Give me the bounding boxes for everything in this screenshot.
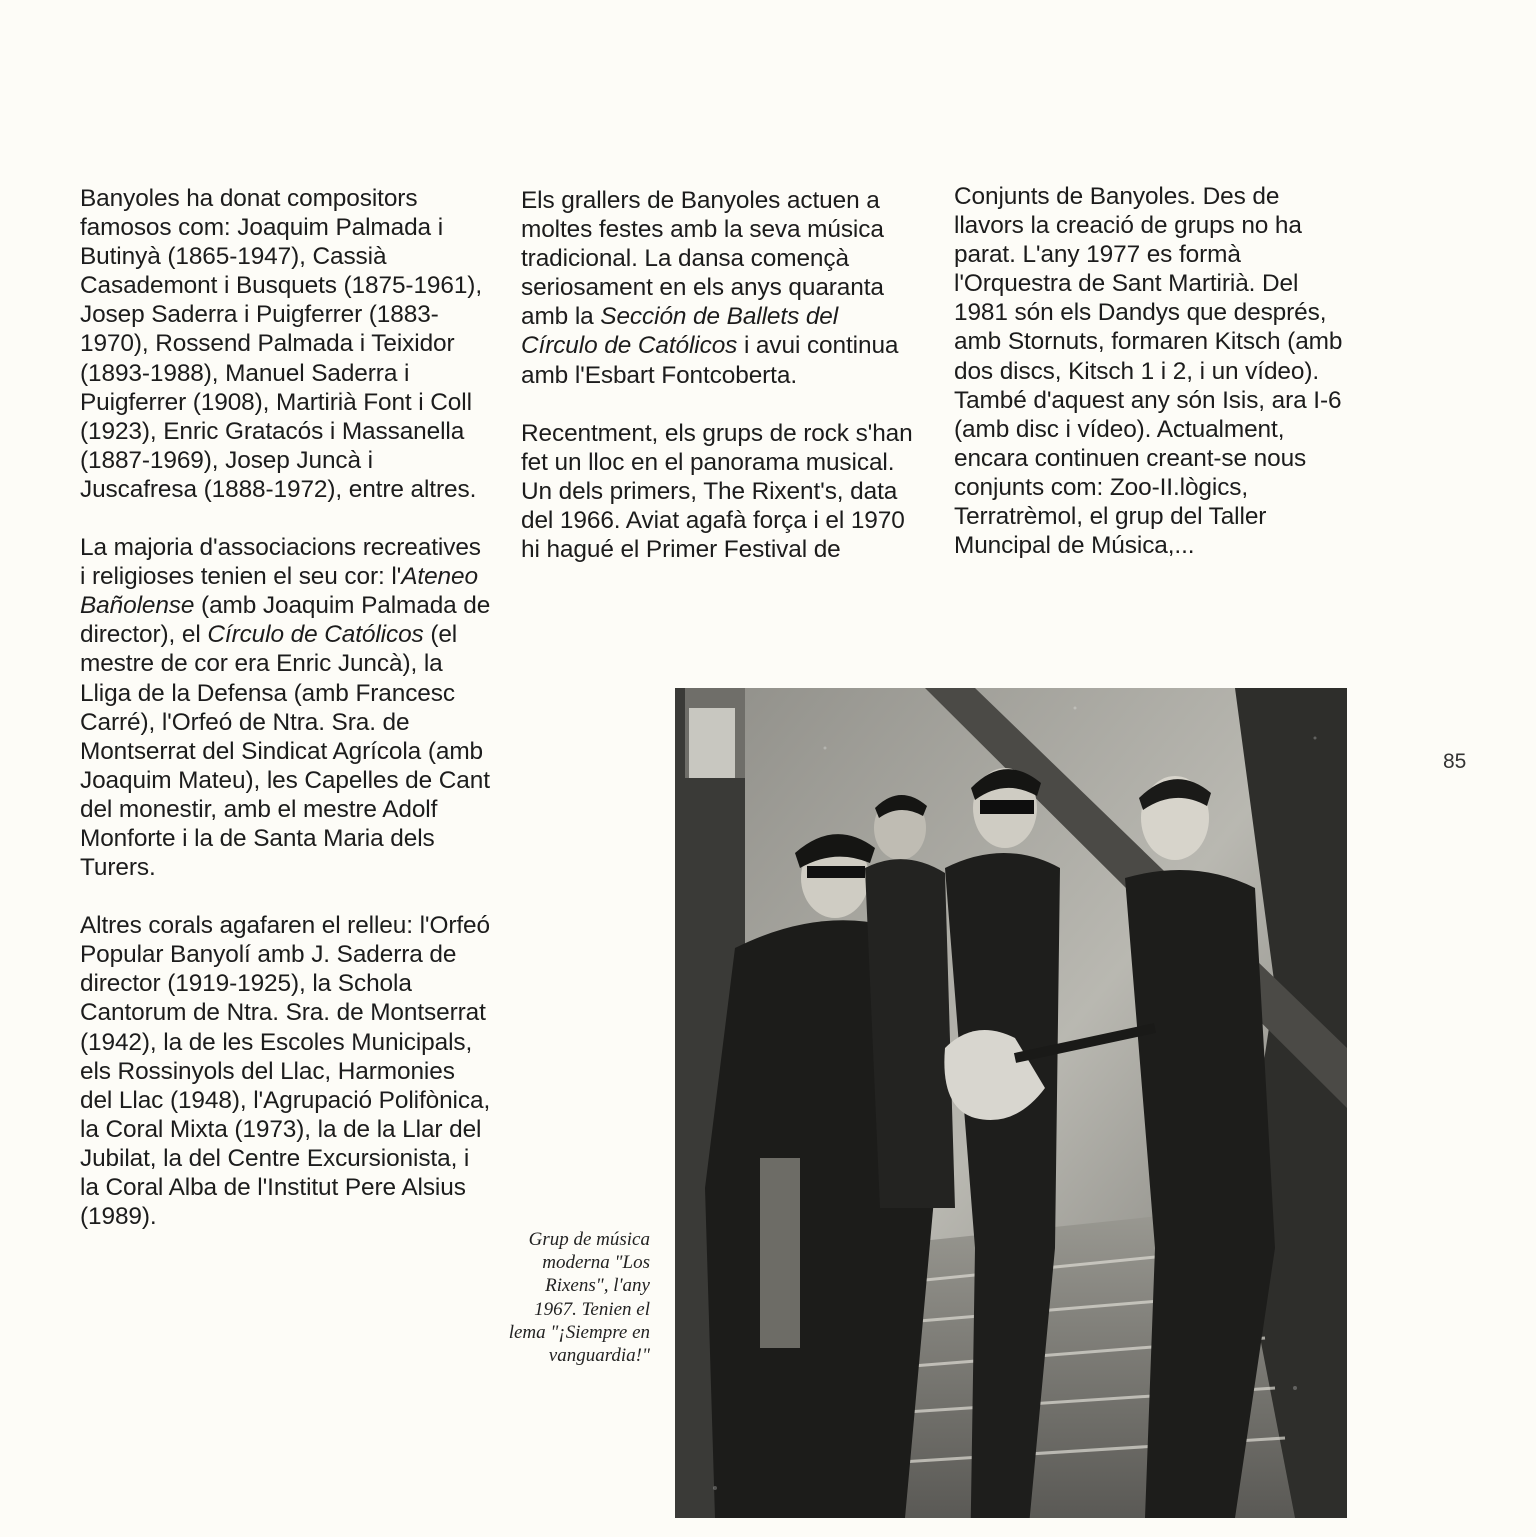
text-column-3 <box>954 182 1354 560</box>
paragraph-composers: Banyoles ha donat compositors famosos com: Joaquim Palmada i Butinyà (1865-1947), Cassià Casademont i Busquets (1875-1961), Josep Saderra i Puigferrer (1883-1970), Rossend Palmada i Teixidor (1893-1988), Manuel Saderra i Puigferrer (1908), Martirià Font i Coll (1923), Enric Gratacós i Massanella (1887-1969), Josep Juncà i Juscafresa (1888-1972), entre altres. <box>80 185 482 503</box>
paragraph-choirs <box>80 533 492 882</box>
text-run: i avui continua amb l'Esbart Fontcoberta. <box>521 332 899 389</box>
text-column-1 <box>80 184 492 1231</box>
photo-caption: Grup de música moderna "Los Rixens", l'any 1967. Tenien el lema "¡Siempre en vanguardia!" <box>508 1229 650 1367</box>
paragraph-dance <box>521 186 921 390</box>
text-run: (el mestre de cor era Enric Juncà), la Lliga de la Defensa (amb Francesc Carré), l'Orfeó de Ntra. Sra. de Montserrat del Sindicat Agrícola (amb Joaquim Mateu), les Capelles de Cant del monestir, amb el mestre Adolf Monforte i la de Santa Maria dels Turers. <box>80 621 490 882</box>
italic-ateneo: Ateneo Bañolense <box>80 563 478 620</box>
paragraph-corals: Altres corals agafaren el relleu: l'Orfeó Popular Banyolí amb J. Saderra de director (1919-1925), la Schola Cantorum de Ntra. Sra. de Montserrat (1942), la de les Escoles Municipals, els Rossinyols del Llac, Harmonies del Llac (1948), l'Agrupació Polifònica, la Coral Mixta (1973), la de la Llar del Jubilat, la del Centre Excursionista, i la Coral Alba de l'Institut Pere Alsius (1989). <box>80 912 491 1231</box>
text-column-2 <box>521 186 921 564</box>
italic-circulo: Círculo de Católicos <box>207 621 424 649</box>
page-number: 85 <box>1443 750 1467 773</box>
text-run: Els grallers de Banyoles actuen a moltes festes amb la seva música tradicional. La dansa començà seriosament en els anys quaranta amb la <box>521 187 884 331</box>
text-run: La majoria d'associacions recreatives i religioses tenien el seu cor: l' <box>80 534 481 591</box>
band-photo-illustration <box>675 688 1347 1518</box>
paragraph-rock: Recentment, els grups de rock s'han fet un lloc en el panorama musical. Un dels primers, The Rixent's, data del 1966. Aviat agafà força i el 1970 hi hagué el Primer Festival de <box>521 419 913 564</box>
paragraph-conjunts: Conjunts de Banyoles. Des de llavors la creació de grups no ha parat. L'any 1977 es formà l'Orquestra de Sant Martirià. Del 1981 són els Dandys que després, amb Stornuts, formaren Kitsch (amb dos discs, Kitsch 1 i 2, i un vídeo). També d'aquest any són Isis, ara I-6 (amb disc i vídeo). Actualment, encara continuen creant-se nous conjunts com: Zoo-II.lògics, Terratrèmol, el grup del Taller Muncipal de Música,... <box>954 183 1343 560</box>
band-photo <box>675 688 1347 1518</box>
italic-seccion: Sección de Ballets del Círculo de Católicos <box>521 303 839 360</box>
text-run: (amb Joaquim Palmada de director), el <box>80 592 491 649</box>
